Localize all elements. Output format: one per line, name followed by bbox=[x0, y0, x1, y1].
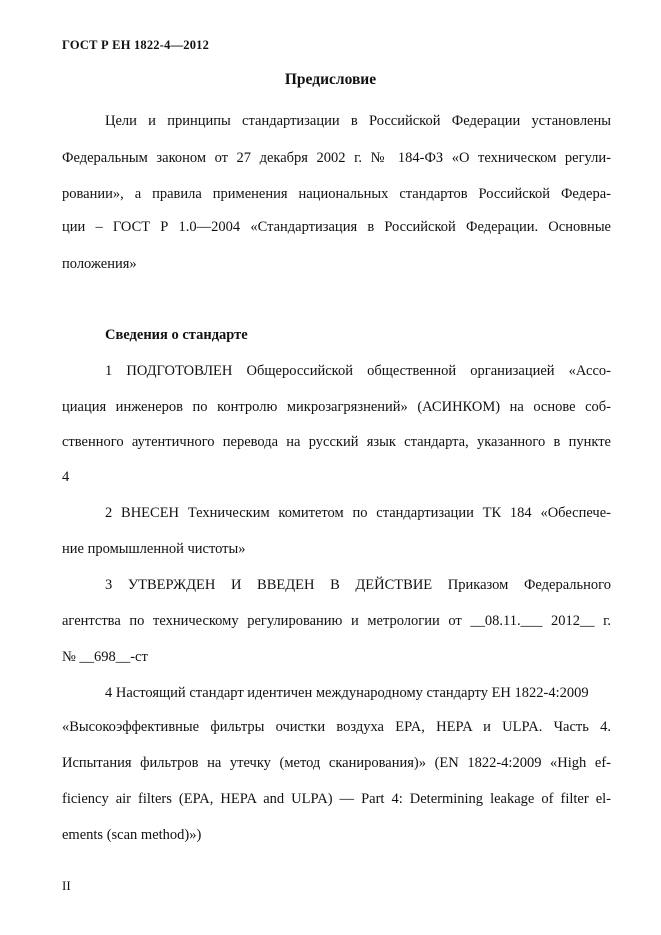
item-4-line: «Высокоэффективные фильтры очистки воздуха EPA, HEPA и ULPA. Часть 4. bbox=[62, 719, 611, 735]
item-4-line: Испытания фильтров на утечку (метод сканирования)» (EN 1822-4:2009 «High ef- bbox=[62, 755, 611, 771]
item-3-line: 3 УТВЕРЖДЕН И ВВЕДЕН В ДЕЙСТВИЕ Приказом Федерального bbox=[105, 577, 611, 593]
foreword-title: Предисловие bbox=[284, 71, 377, 88]
foreword-line: ции – ГОСТ Р 1.0—2004 «Стандартизация в Российской Федерации. Основные bbox=[62, 219, 611, 235]
foreword-line: ровании», а правила применения национальных стандартов Российской Федера- bbox=[62, 186, 611, 202]
item-2-line: 2 ВНЕСЕН Техническим комитетом по стандартизации ТК 184 «Обеспече- bbox=[105, 505, 611, 521]
item-3-line: № __698__-ст bbox=[62, 649, 148, 665]
item-3-line: агентства по техническому регулированию и метрологии от __08.11.___ 2012__ г. bbox=[62, 613, 611, 629]
item-4-line: ements (scan method)») bbox=[62, 827, 202, 843]
foreword-line: положения» bbox=[62, 256, 137, 272]
item-1-line: 4 bbox=[62, 469, 70, 485]
foreword-line: Цели и принципы стандартизации в Российской Федерации установлены bbox=[105, 113, 611, 129]
item-1-line: ственного аутентичного перевода на русский язык стандарта, указанного в пункте bbox=[62, 434, 611, 450]
item-4-line: 4 Настоящий стандарт идентичен международному стандарту ЕН 1822-4:2009 bbox=[105, 685, 589, 701]
page-number: II bbox=[62, 878, 71, 893]
item-4-line: ficiency air filters (EPA, HEPA and ULPA) — Part 4: Determining leakage of filter el- bbox=[62, 791, 611, 807]
document-code-header: ГОСТ Р ЕН 1822-4—2012 bbox=[62, 38, 210, 52]
item-1-line: 1 ПОДГОТОВЛЕН Общероссийской общественной организацией «Ассо- bbox=[105, 363, 611, 379]
item-1-line: циация инженеров по контролю микрозагрязнений» (АСИНКОМ) на основе соб- bbox=[62, 399, 611, 415]
foreword-line: Федеральным законом от 27 декабря 2002 г. № 184-ФЗ «О техническом регули- bbox=[62, 150, 611, 166]
item-2-line: ние промышленной чистоты» bbox=[62, 541, 246, 557]
standard-info-heading: Сведения о стандарте bbox=[105, 327, 248, 343]
